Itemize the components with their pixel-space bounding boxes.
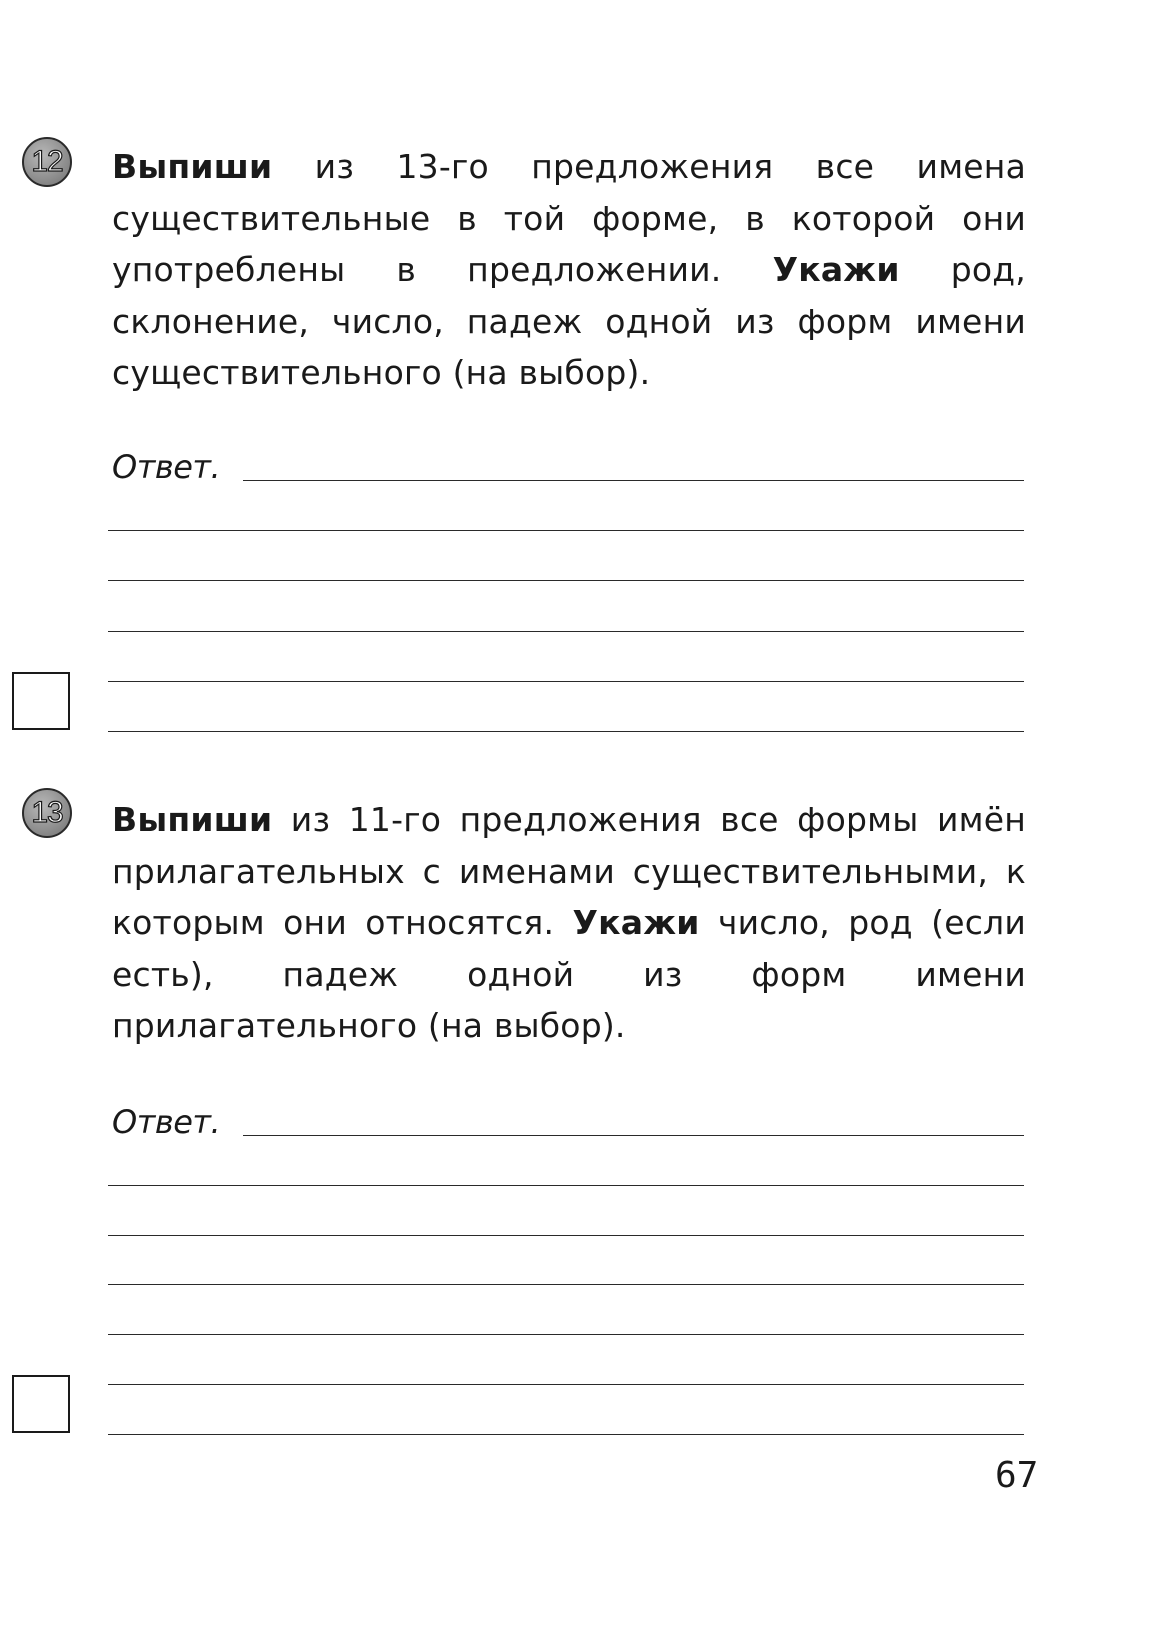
instruction-verb: Выпиши	[112, 147, 273, 186]
instruction-verb: Укажи	[572, 903, 700, 942]
answer-line[interactable]	[108, 580, 1024, 581]
answer-line[interactable]	[108, 731, 1024, 732]
instruction-text: число, род (если есть), падеж одной из форм имени прилагательного (на выбор).	[112, 903, 1026, 1045]
task-instruction	[112, 141, 1026, 399]
task-number-badge: 13	[22, 788, 72, 838]
page-number: 67	[995, 1455, 1039, 1496]
answer-line[interactable]	[243, 1135, 1024, 1136]
instruction-text: род, склонение, число, падеж одной из форм имени существительного (на выбор).	[112, 250, 1026, 392]
instruction-text: из 13-го предложения все имена существительные в той форме, в которой они употреблены в предложении.	[112, 147, 1026, 289]
score-box[interactable]	[12, 672, 70, 730]
answer-line[interactable]	[108, 1434, 1024, 1435]
task-instruction	[112, 794, 1026, 1052]
answer-label: Ответ.	[112, 1103, 221, 1141]
instruction-verb: Укажи	[772, 250, 900, 289]
answer-line[interactable]	[108, 530, 1024, 531]
score-box[interactable]	[12, 1375, 70, 1433]
answer-line[interactable]	[108, 631, 1024, 632]
instruction-verb: Выпиши	[112, 800, 273, 839]
answer-label: Ответ.	[112, 448, 221, 486]
instruction-text: из 11-го предложения все формы имён прилагательных с именами существительными, к которым они относятся.	[112, 800, 1026, 942]
answer-line[interactable]	[108, 681, 1024, 682]
answer-line[interactable]	[108, 1384, 1024, 1385]
answer-line[interactable]	[243, 480, 1024, 481]
answer-line[interactable]	[108, 1185, 1024, 1186]
answer-line[interactable]	[108, 1284, 1024, 1285]
task-number-badge: 12	[22, 137, 72, 187]
answer-line[interactable]	[108, 1235, 1024, 1236]
answer-line[interactable]	[108, 1334, 1024, 1335]
